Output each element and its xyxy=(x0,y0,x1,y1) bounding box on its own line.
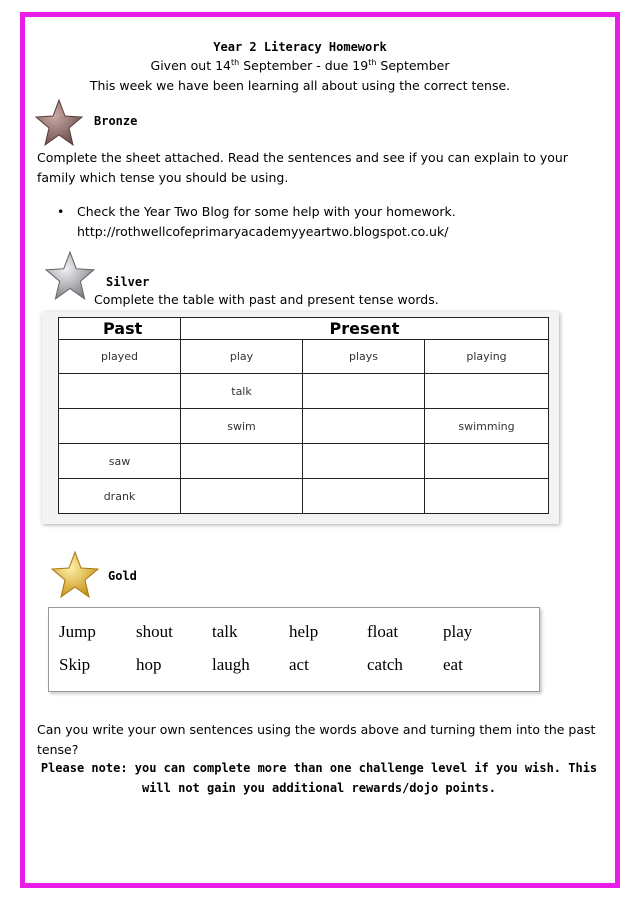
gold-word: talk xyxy=(212,622,238,641)
gold-word: hop xyxy=(136,655,162,674)
given-text-b: September - due 19 xyxy=(239,58,369,74)
bronze-bullet xyxy=(77,202,597,242)
tense-table xyxy=(58,317,549,514)
gold-word: act xyxy=(289,655,309,674)
gold-word: help xyxy=(289,622,319,641)
table-row xyxy=(59,409,549,444)
gold-word: play xyxy=(443,622,473,641)
gold-label: Gold xyxy=(108,569,137,583)
silver-star-icon xyxy=(44,250,96,302)
gold-word: float xyxy=(367,622,399,641)
gold-word: shout xyxy=(136,622,173,641)
gold-word: Skip xyxy=(59,655,91,674)
page-title: Year 2 Literacy Homework xyxy=(213,40,387,54)
table-cell[interactable]: talk xyxy=(181,374,303,409)
table-header-row xyxy=(59,318,549,340)
table-cell[interactable]: plays xyxy=(303,340,425,374)
table-cell[interactable]: play xyxy=(181,340,303,374)
table-cell[interactable]: saw xyxy=(59,444,181,479)
table-row xyxy=(59,479,549,514)
given-out-line xyxy=(0,58,600,73)
gold-word: laugh xyxy=(212,655,250,674)
table-cell[interactable]: played xyxy=(59,340,181,374)
table-cell[interactable] xyxy=(425,479,549,514)
header-present: Present xyxy=(181,318,549,340)
gold-word: catch xyxy=(367,655,403,674)
given-sup-2: th xyxy=(368,58,377,67)
table-cell[interactable]: swim xyxy=(181,409,303,444)
table-cell[interactable] xyxy=(181,479,303,514)
table-cell[interactable] xyxy=(303,409,425,444)
gold-word: eat xyxy=(443,655,463,674)
gold-word: Jump xyxy=(59,622,96,641)
table-cell[interactable] xyxy=(59,409,181,444)
silver-instruction: Complete the table with past and present tense words. xyxy=(94,292,439,307)
table-cell[interactable]: playing xyxy=(425,340,549,374)
table-cell[interactable] xyxy=(425,444,549,479)
table-cell[interactable]: swimming xyxy=(425,409,549,444)
table-cell[interactable] xyxy=(303,479,425,514)
bullet-dot: • xyxy=(57,204,65,219)
past-tense-question: Can you write your own sentences using the words above and turning them into the past tense? xyxy=(37,722,596,757)
table-row xyxy=(59,374,549,409)
table-cell[interactable] xyxy=(181,444,303,479)
table-cell[interactable] xyxy=(303,374,425,409)
bronze-star-icon xyxy=(34,98,84,148)
bronze-instruction: Complete the sheet attached. Read the sentences and see if you can explain to your family which tense you should be using. xyxy=(37,150,568,185)
gold-star-icon xyxy=(50,550,100,600)
given-sup-1: th xyxy=(231,58,240,67)
table-cell[interactable] xyxy=(303,444,425,479)
bronze-label: Bronze xyxy=(94,114,138,128)
silver-label: Silver xyxy=(106,275,150,289)
week-summary: This week we have been learning all about using the correct tense. xyxy=(89,78,511,93)
given-text-c: September xyxy=(376,58,450,74)
table-row xyxy=(59,340,549,374)
challenge-note: Please note: you can complete more than one challenge level if you wish. This will not gain you additional rewards/dojo points. xyxy=(40,761,598,795)
blog-link[interactable]: http://rothwellcofeprimaryacademyyeartwo.blogspot.co.uk/ xyxy=(77,224,449,239)
table-cell[interactable]: drank xyxy=(59,479,181,514)
table-row xyxy=(59,444,549,479)
header-past: Past xyxy=(59,318,181,340)
gold-word-box xyxy=(48,607,540,692)
given-text-a: Given out 14 xyxy=(150,58,232,74)
bullet-text: Check the Year Two Blog for some help with your homework. xyxy=(77,204,456,219)
table-cell[interactable] xyxy=(59,374,181,409)
table-cell[interactable] xyxy=(425,374,549,409)
